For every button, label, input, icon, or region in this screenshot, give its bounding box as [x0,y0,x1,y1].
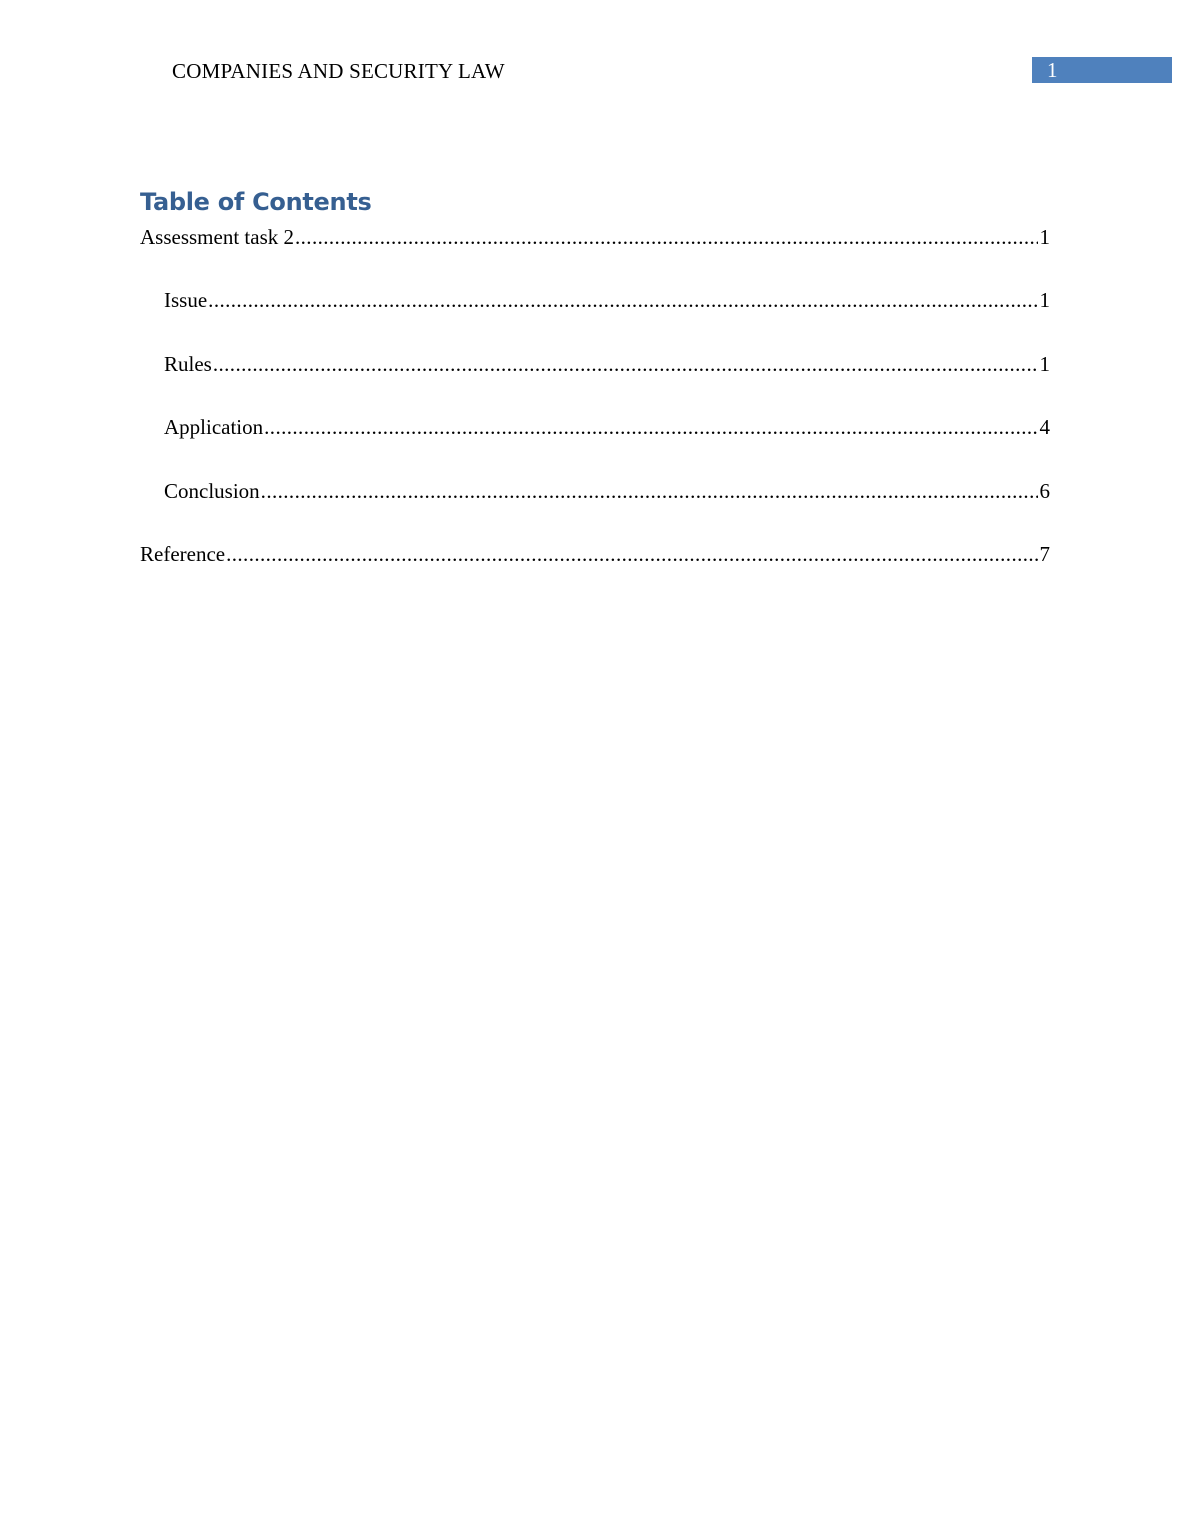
toc-entry-conclusion[interactable] [140,478,1050,541]
toc-dot-leader [226,541,1038,568]
page-number: 1 [1047,58,1058,82]
toc-entry-page: 6 [1039,478,1050,503]
page-number-badge [1032,57,1172,83]
toc-entry-page: 4 [1039,415,1050,440]
toc-entry-label: Reference [140,541,226,566]
toc-entry-page: 7 [1039,541,1050,566]
toc-entry-label: Conclusion [164,478,260,503]
toc-entry-label: Issue [164,288,208,313]
toc-entry-application[interactable] [140,414,1050,477]
toc-dot-leader [295,224,1038,251]
toc-heading: Table of Contents [140,188,372,216]
toc-dot-leader [264,414,1038,441]
toc-entry-label: Application [164,415,264,440]
toc-entry-reference[interactable] [140,541,1050,604]
toc-dot-leader [213,351,1038,378]
toc-dot-leader [208,287,1038,314]
toc-entry-assessment-task-2[interactable] [140,224,1050,287]
toc-entry-page: 1 [1039,288,1050,313]
toc-list [140,224,1050,604]
toc-dot-leader [261,478,1038,505]
toc-entry-page: 1 [1039,351,1050,376]
toc-entry-label: Rules [164,351,212,376]
toc-entry-issue[interactable] [140,287,1050,350]
toc-entry-page: 1 [1039,225,1050,249]
running-header-title: COMPANIES AND SECURITY LAW [172,59,505,83]
toc-entry-label: Assessment task 2 [140,225,294,249]
toc-entry-rules[interactable] [140,351,1050,414]
